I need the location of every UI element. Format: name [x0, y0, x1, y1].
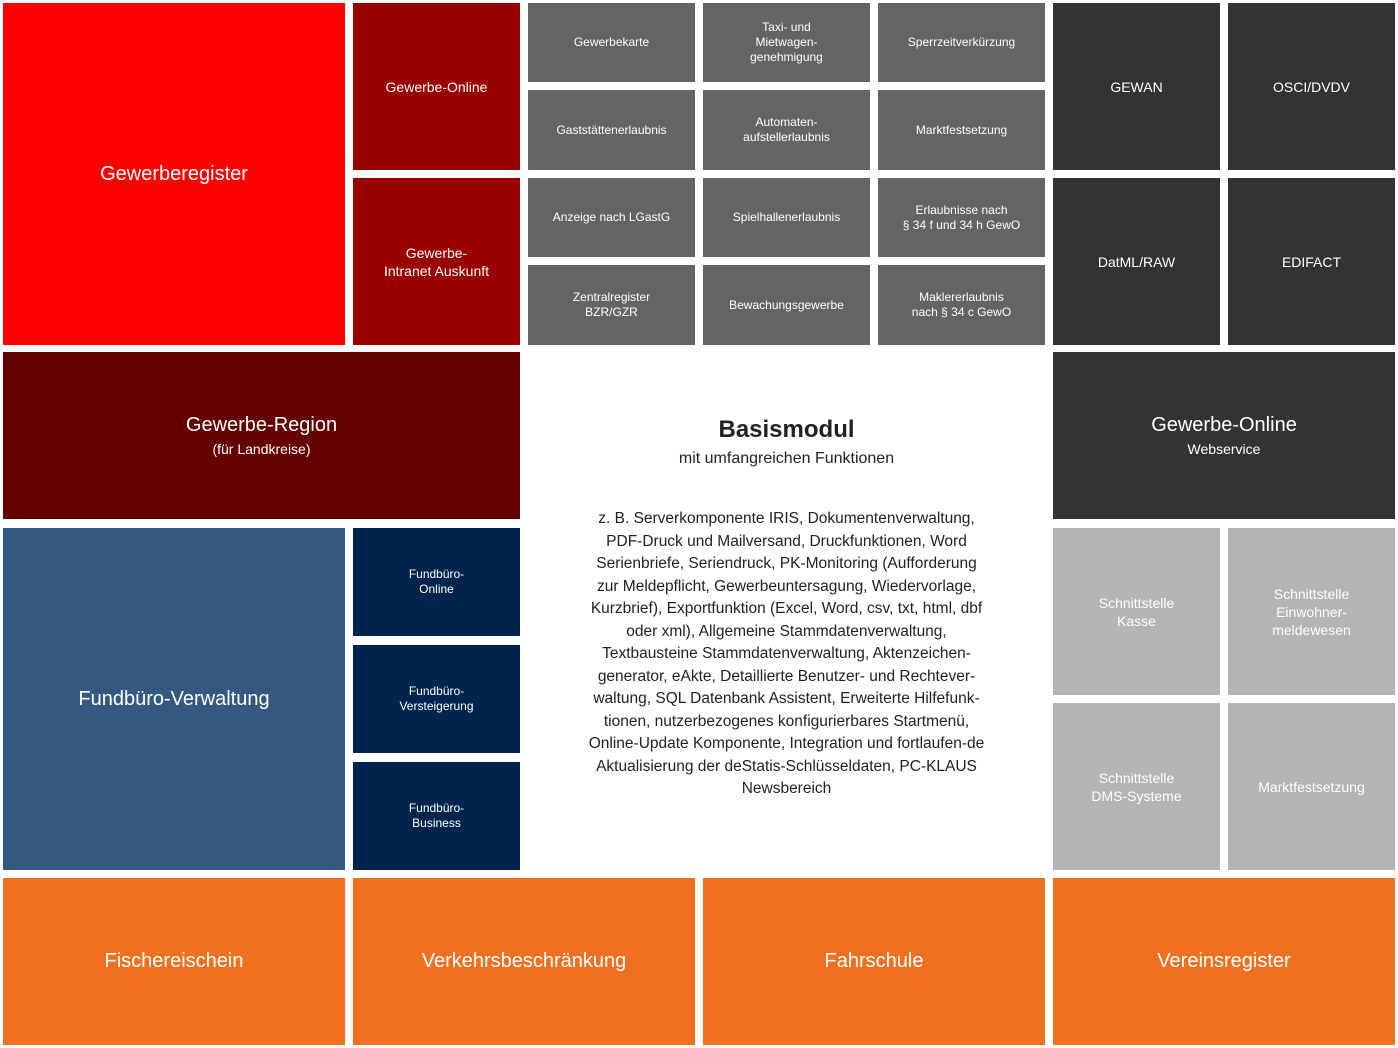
basismodul-subtitle: mit umfangreichen Funktionen — [678, 450, 895, 467]
tile-title: Gewerbe-Region — [185, 414, 338, 436]
tile-label: Marktfestsetzung — [1258, 778, 1365, 795]
tile-label: Schnittstelle Kasse — [1098, 594, 1175, 629]
tile-spielhallenerlaubnis[interactable] — [703, 178, 870, 257]
tile-edifact[interactable] — [1228, 178, 1395, 345]
basismodul-description: z. B. Serverkomponente IRIS, Dokumentenverwaltung, PDF-Druck und Mailversand, Druckfunktionen, Word Serienbriefe, Seriendruck, PK-Monitoring (Aufforderung zur Meldepflicht, Gewerbeuntersagung, Wiedervorlage, Kurzbrief), Exportfunktion (Excel, Word, csv, txt, html, dbf oder xml), Allgemeine Stammdatenverwaltung, Textbausteine Stammdatenverwaltung, Aktenzeichen-generator, eAkte, Detaillierte Benutzer- und Rechtever-waltung, SQL Datenbank Assistent, Erweiterte Hilfefunk-tionen, nutzerbezogenes konfigurierbares Startmenü, Online-Update Komponente, Integration und fortlaufen-de Aktualisierung der deStatis-Schlüsseldaten, PC-KLAUS Newsbereich — [588, 510, 985, 797]
tile-fundbuero-verwaltung[interactable] — [3, 528, 345, 870]
tile-label: Anzeige nach LGastG — [552, 210, 671, 224]
tile-fischereischein[interactable] — [3, 878, 345, 1045]
tile-gewerberegister[interactable] — [3, 3, 345, 345]
tile-marktfestsetzung[interactable] — [878, 90, 1045, 170]
tile-gewan[interactable] — [1053, 3, 1220, 170]
tile-osci-dvdv[interactable] — [1228, 3, 1395, 170]
tile-label: Bewachungsgewerbe — [729, 297, 844, 312]
tile-maklererlaubnis[interactable] — [878, 265, 1045, 345]
tile-zentralregister[interactable] — [528, 265, 695, 345]
tile-label: Fundbüro-Verwaltung — [78, 687, 270, 710]
tile-fundbuero-versteigerung[interactable] — [353, 645, 520, 753]
tile-verkehrsbeschraenkung[interactable] — [353, 878, 695, 1045]
tile-label: Fahrschule — [824, 950, 924, 972]
tile-label: Schnittstelle DMS-Systeme — [1091, 769, 1182, 804]
tile-subtitle: (für Landkreise) — [212, 441, 311, 457]
tile-marktfestsetzung-light[interactable] — [1228, 703, 1395, 870]
tile-label: EDIFACT — [1281, 253, 1342, 270]
tile-label: Gaststättenerlaubnis — [556, 122, 667, 137]
tile-gewerbe-intranet-auskunft[interactable] — [353, 178, 520, 345]
tile-fundbuero-business[interactable] — [353, 762, 520, 870]
tile-gewerbe-online-webservice[interactable] — [1053, 352, 1395, 519]
tile-schnittstelle-einwohnermeldewesen[interactable] — [1228, 528, 1395, 695]
tile-label: Gewerberegister — [100, 162, 248, 185]
tile-fahrschule[interactable] — [703, 878, 1045, 1045]
tile-title: Gewerbe-Online — [1151, 414, 1297, 436]
tile-label: DatML/RAW — [1097, 253, 1176, 270]
tile-label: OSCI/DVDV — [1272, 78, 1350, 95]
basismodul-panel — [528, 352, 1045, 870]
tile-fundbuero-online[interactable] — [353, 528, 520, 636]
tile-label: Sperrzeitverkürzung — [907, 35, 1016, 49]
tile-sperrzeitverkuerzung[interactable] — [878, 3, 1045, 82]
tile-label: Automaten- aufstellerlaubnis — [743, 115, 830, 144]
tile-label: Fundbüro- Online — [408, 567, 465, 596]
tile-label: Spielhallenerlaubnis — [732, 210, 841, 224]
tile-gaststaettenerlaubnis[interactable] — [528, 90, 695, 170]
tile-label: Fundbüro- Versteigerung — [399, 684, 474, 713]
tile-label: Gewerbe-Online — [385, 78, 488, 95]
tile-label: Fundbüro- Business — [408, 801, 465, 830]
tile-anzeige-lgastg[interactable] — [528, 178, 695, 257]
tile-label: Gewerbe- Intranet Auskunft — [383, 244, 490, 279]
tile-label: Erlaubnisse nach § 34 f und 34 h GewO — [902, 202, 1021, 232]
tile-label: Marktfestsetzung — [915, 122, 1008, 137]
tile-gewerbe-online[interactable] — [353, 3, 520, 170]
tile-schnittstelle-kasse[interactable] — [1053, 528, 1220, 695]
tile-taxi-mietwagen[interactable] — [703, 3, 870, 82]
tile-label: GEWAN — [1110, 78, 1163, 95]
tile-label: Vereinsregister — [1157, 950, 1291, 972]
tile-datml-raw[interactable] — [1053, 178, 1220, 345]
tile-schnittstelle-dms[interactable] — [1053, 703, 1220, 870]
tile-label: Gewerbekarte — [573, 35, 650, 49]
tile-bewachungsgewerbe[interactable] — [703, 265, 870, 345]
tile-label: Verkehrsbeschränkung — [421, 950, 627, 972]
tile-label: Maklererlaubnis nach § 34 c GewO — [911, 290, 1012, 319]
tile-label: Taxi- und Mietwagen- genehmigung — [750, 20, 823, 64]
tile-label: Zentralregister BZR/GZR — [572, 290, 651, 319]
tile-gewerbekarte[interactable] — [528, 3, 695, 82]
tile-gewerbe-region[interactable] — [3, 352, 520, 519]
tile-vereinsregister[interactable] — [1053, 878, 1395, 1045]
tile-label: Fischereischein — [104, 950, 244, 972]
tile-automatenaufstellerlaubnis[interactable] — [703, 90, 870, 170]
tile-label: Schnittstelle Einwohner- meldewesen — [1272, 585, 1351, 638]
basismodul-title: Basismodul — [718, 416, 855, 443]
tile-subtitle: Webservice — [1187, 441, 1261, 457]
tile-erlaubnisse-34f-34h[interactable] — [878, 178, 1045, 257]
